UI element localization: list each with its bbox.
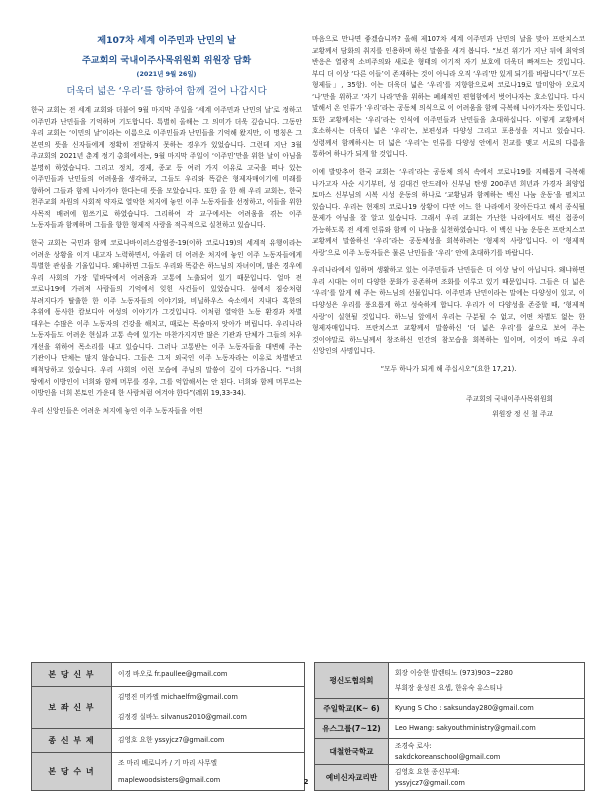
directory-line: 김영호 요한 종신부제: (395, 767, 460, 776)
body-paragraph: 우리 신앙인들은 어려운 처지에 놓인 이주 노동자들을 어떤 (31, 406, 203, 415)
directory-label: 보 좌 신 부 (32, 687, 112, 729)
letter-subtitle: 더욱더 넓은 ‘우리’를 향하여 함께 걸어 나갑시다 (66, 86, 267, 97)
directory-line: 이경 바오로 fr.paullee@gmail.com (118, 670, 228, 678)
letter-title-line2: 주교회의 국내이주사목위원회 위원장 담화 (81, 55, 252, 66)
directory-line: maplewoodsisters@gmail.com (118, 775, 221, 784)
directory-value (389, 739, 585, 765)
directory-line: 김명진 미카엘 michaelfm@gmail.com (118, 693, 238, 701)
directory-row (315, 663, 585, 699)
page-number: 2 (303, 778, 309, 786)
directory-label: 본 당 신 부 (32, 663, 112, 687)
directory-line: Leo Hwang: sakyouthministry@gmail.com (395, 724, 536, 732)
letter-left-column (31, 34, 302, 417)
directory-row (32, 663, 305, 687)
directory-line: 조경숙 로사: (395, 741, 432, 750)
directory-line: Kyung S Cho : saksunday280@gmail.com (395, 704, 534, 712)
directory-value (389, 699, 585, 719)
directory-value (112, 663, 305, 687)
directory-line: 김정경 실바노 silvanus2010@gmail.com (118, 713, 247, 721)
body-paragraph: 한국 교회는 국민과 함께 코로나바이러스감염증-19(이하 코로나19)의 세계적 유행이라는 어려운 상황을 이겨 내고자 노력하면서, 아울러 더 어려운 처지에 놓인 이주 노동자들에게 특별한 관심을 기울입니다. 왜냐하면 그들도 우리와 똑같은 하느님의 자녀이며, 많은 경우에 우리 사회의 가장 밑바닥에서 어려움과 고통에 노출되어 있기 때문입니다. 얼마 전 코로나19에 가려져 사람들의 기억에서 잊힌 사건들이 있었습니다. 섬에서 짐승처럼 부려지다가 탈출한 한 이주 노동자들의 이야기와, 비닐하우스 숙소에서 지내다 혹한의 추위에 동사한 캄보디아 여성의 이야기가 그것입니다. 이처럼 열악한 노동 환경과 차별 대우는 수많은 이주 노동자의 건강을 해치고, 때로는 목숨마저 앗아가 버립니다. 우리나라 노동자들도 어려운 현실과 고통 속에 있기는 마찬가지지만 많은 기관과 단체가 그들의 처우 개선을 위하여 목소리를 내고 있습니다. 그러나 고통받는 이주 노동자들을 대변해 주는 기관이나 단체는 많지 않습니다. 그들은 그저 외국인 이주 노동자라는 이유로 차별받고 배척당하고 있습니다. 우리 사회의 이런 모습에 주님의 말씀이 깊이 다가옵니다. “너희 땅에서 이방인이 너희와 함께 머무를 경우, 그를 억압해서는 안 된다. 너희와 함께 머무르는 이방인을 너희 본토인 가운데 한 사람처럼 여겨야 한다”(레위 19,33-34). (31, 239, 302, 398)
clergy-directory-table (31, 662, 305, 791)
directory-row (32, 729, 305, 753)
letter-title-line1: 제107차 세계 이주민과 난민의 날 (97, 35, 236, 46)
directory-value (389, 663, 585, 699)
letter-right-column (312, 34, 585, 420)
directory-label: 대철한국학교 (315, 739, 389, 765)
directory-value (112, 687, 305, 729)
directory-value (112, 729, 305, 753)
signature-name: 위원장 정 신 철 주교 (492, 410, 553, 419)
directory-label: 예비신자교리반 (315, 765, 389, 791)
signature-organization: 주교회의 국내이주사목위원회 (466, 395, 553, 404)
directory-row (315, 719, 585, 739)
body-paragraph: 한국 교회는 전 세계 교회와 더불어 9월 마지막 주일을 ‘세계 이주민과 난민의 날’로 정하고 이주민과 난민들을 기억하며 기도합니다. 특별히 올해는 그 의미가 더욱 깊습니다. 그동안 우리 교회는 ‘이민의 날’이라는 이름으로 이주민들과 난민들을 기억해 왔지만, 이 명칭은 그 본연의 뜻을 신자들에게 정확히 전달하지 못하는 경우가 있었습니다. 그런데 지난 3월 주교회의 2021년 춘계 정기 총회에서는, 9월 마지막 주일이 ‘이주민’만을 위한 날이 아님을 분명히 하였습니다. 그리고 정치, 경제, 종교 등 여러 가지 이유로 고국을 떠나 있는 이주민들과 난민들의 어려움을 생각하고, 그들도 우리와 똑같은 형제자매이기에 미래를 향하여 그들과 함께 나아가야 한다는데 뜻을 모았습니다. 또한 올 한 해 우리 교회는, 한국 천주교회 차원의 사회적 약자로 열악한 처지에 놓인 이주 노동자들을 선정하고, 이들을 위한 사목적 배려에 힘쓰기로 하였습니다. 그리하여 각 교구에서는 어려움을 겪는 이주 노동자들과 함께하며 그들을 향한 형제적 사랑을 적극적으로 실천하고 있습니다. (31, 106, 302, 230)
directory-row (315, 739, 585, 765)
directory-label: 본 당 수 녀 (32, 753, 112, 791)
letter-date: (2021년 9월 26일) (136, 70, 197, 78)
directory-line: 김영호 요한 yssyjcz7@gmail.com (118, 736, 225, 744)
body-paragraph: 이에 발맞추어 한국 교회는 ‘우리’라는 공동체 의식 속에서 코로나19를 지혜롭게 극복해 나가고자 사순 시기부터, 성 김대건 안드레아 신부님 탄생 200주년 희년과 가경자 최양업 토마스 신부님의 시복 시성 운동의 하나로 ‘교황님과 함께하는 백신 나눔 운동’을 펼치고 있습니다. 우리는 현재의 코로나19 상황이 다만 어느 한 나라에서 잦아든다고 해서 종식될 문제가 아님을 잘 알고 있습니다. 그래서 우리 교회는 가난한 나라에서도 백신 접종이 가능하도록 전 세계 인류와 함께 이 나눔을 실천하였습니다. 이 백신 나눔 운동은 프란치스코 교황께서 말씀하신 ‘우리’라는 공동체성을 회복하려는 ‘형제적 사랑’입니다. 이 ‘형제적 사랑’으로 이주 노동자들은 물론 난민들을 ‘우리’ 안에 초대하기를 바랍니다. (312, 168, 585, 257)
ministry-directory-table (314, 662, 585, 791)
directory-line: 부회장 윤성진 요셉, 한유숙 유스티나 (395, 683, 503, 692)
directory-label: 유스그룹(7~12) (315, 719, 389, 739)
body-paragraph: 마음으로 만나면 좋겠습니까? 올해 제107차 세계 이주민과 난민의 날을 맞아 프란치스코 교황께서 담화의 취지를 인용하며 하신 말씀을 새겨 봅니다. “보건 위기가 지난 뒤에 최악의 반응은 열광적 소비주의와 새로운 형태의 이기적 자기 보호에 더욱더 빠져드는 것입니다. 부디 더 이상 ‘다른 이들’이 존재하는 것이 아니라 오직 ‘우리’만 있게 되기를 바랍니다”(「모든 형제들」, 35항). 이는 더욱더 넓은 ‘우리’를 지향함으로써 코로나19로 말미암아 오로지 ‘나’만을 위하고 ‘자기 나라’만을 위하는 폐쇄적인 편협함에서 벗어나자는 호소입니다. 다시 말해서 온 인류가 ‘우리’라는 공동체 의식으로 이 어려움을 함께 극복해 나아가자는 뜻입니다. 또한 교황께서는 ‘우리’라는 인식에 이주민들과 난민들을 초대하십니다. 이렇게 교황께서 호소하시는 더욱더 넓은 ‘우리’는, 보편성과 다양성 그리고 포용성을 지니고 있습니다. 성령께서 함께하시는 더 넓은 ‘우리’는 인류를 다양성 안에서 친교를 맺고 서로의 다름을 통하여 하나가 되게 할 것입니다. (312, 35, 585, 159)
directory-value (389, 719, 585, 739)
directory-label: 주일학교(K~ 6) (315, 699, 389, 719)
directory-label: 평신도협의회 (315, 663, 389, 699)
directory-line: yssyjcz7@gmail.com (395, 778, 465, 787)
directory-line: 조 마리 베로니카 / 기 마리 사무엘 (118, 758, 217, 767)
directory-row (315, 699, 585, 719)
directory-label: 종 신 부 제 (32, 729, 112, 753)
body-paragraph: 우리나라에서 일하며 생활하고 있는 이주민들과 난민들은 더 이상 남이 아닙니다. 왜냐하면 우리 시대는 이미 다양한 문화가 공존하며 조화를 이루고 있기 때문입니다. 그들은 더 넓은 ‘우리’를 알게 해 주는 하느님의 선물입니다. 이주민과 난민이라는 말에는 다양성이 있고, 이 다양성은 우리를 풍요롭게 하고 성숙하게 합니다. 우리가 이 다양성을 존중할 때, ‘형제적 사랑’이 실현될 것입니다. 하느님 앞에서 우리는 구분될 수 없고, 어떤 차별도 없는 한 형제자매입니다. 프란치스코 교황께서 말씀하신 ‘더 넓은 우리’를 삶으로 보여 주는 것이야말로 하느님께서 창조하신 인간의 참모습을 회복하는 일이며, 이것이 바로 우리 신앙인의 사명입니다. (312, 266, 585, 356)
closing-quote: “모두 하나가 되게 해 주십시오”(요한 17,21). (380, 364, 517, 373)
directory-line: 회장 이승한 발렌티노 (973)903~2280 (395, 668, 513, 677)
directory-line: sakdckoreanschool@gmail.com (395, 752, 501, 761)
directory-row (32, 687, 305, 729)
